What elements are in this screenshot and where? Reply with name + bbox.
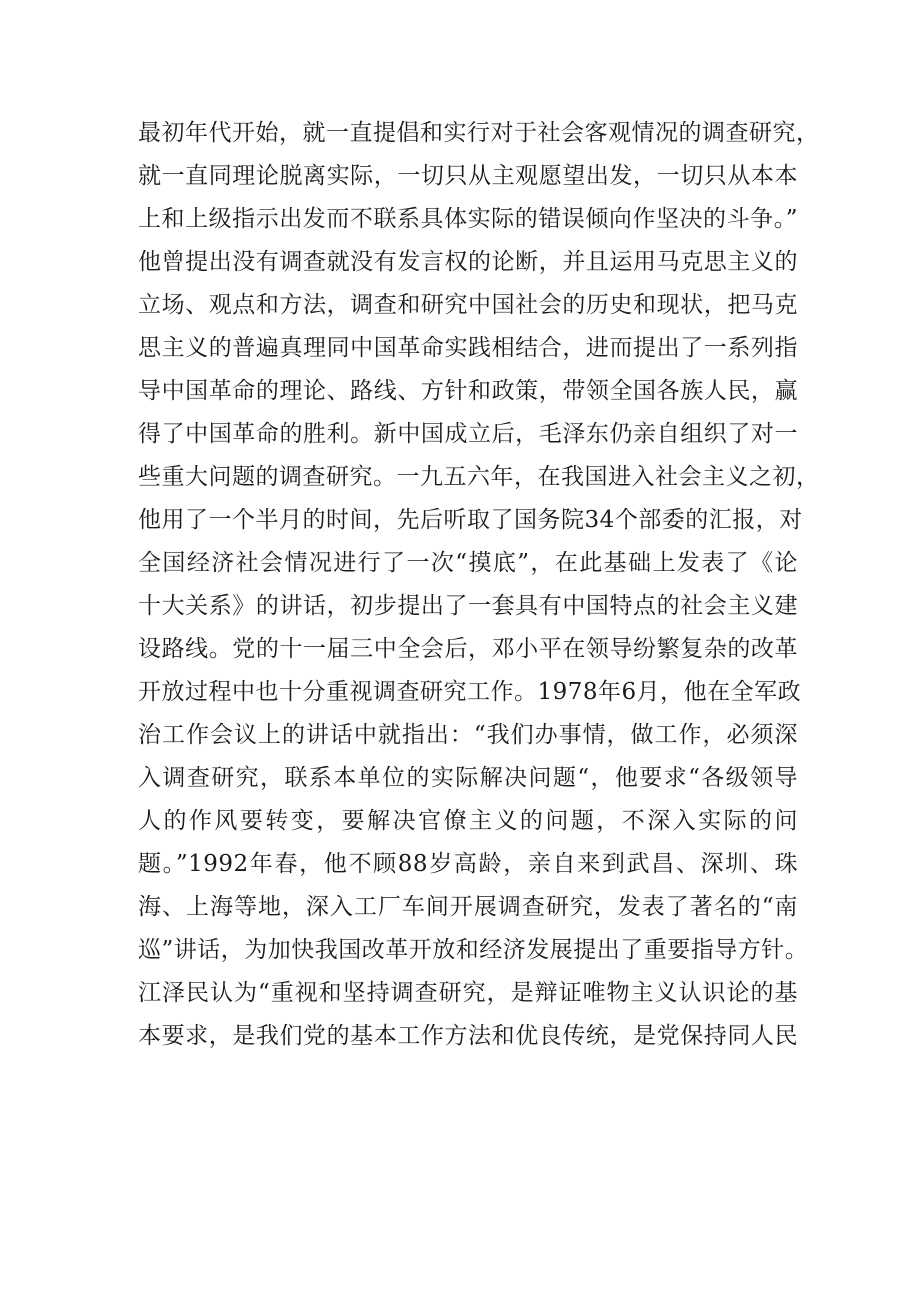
text-line: 巡”讲话，为加快我国改革开放和经济发展提出了重要指导方针。	[138, 937, 809, 963]
text-line: 得了中国革命的胜利。新中国成立后，毛泽东仍亲自组织了对一	[138, 421, 798, 447]
text-line: 上和上级指示出发而不联系具体实际的错误倾向作坚决的斗争。”	[138, 206, 798, 232]
text-line: 最初年代开始，就一直提倡和实行对于社会客观情况的调查研究，	[138, 120, 820, 146]
text-line: 思主义的普遍真理同中国革命实践相结合，进而提出了一系列指	[138, 335, 798, 361]
text-line: 他曾提出没有调查就没有发言权的论断，并且运用马克思主义的	[138, 249, 798, 275]
text-line: 江泽民认为“重视和坚持调查研究，是辩证唯物主义认识论的基	[138, 980, 798, 1006]
text-line: 就一直同理论脱离实际，一切只从主观愿望出发，一切只从本本	[138, 163, 798, 189]
text-line: 治工作会议上的讲话中就指出：“我们办事情，做工作，必须深	[138, 722, 798, 748]
text-line: 立场、观点和方法，调查和研究中国社会的历史和现状，把马克	[138, 292, 798, 318]
text-line: 些重大问题的调查研究。一九五六年，在我国进入社会主义之初，	[138, 464, 820, 490]
text-line: 他用了一个半月的时间，先后听取了国务院34个部委的汇报，对	[138, 507, 803, 533]
text-line: 导中国革命的理论、路线、方针和政策，带领全国各族人民，赢	[138, 378, 798, 404]
text-line: 海、上海等地，深入工厂车间开展调查研究，发表了著名的“南	[138, 894, 798, 920]
text-line: 题。”1992年春，他不顾88岁高龄，亲自来到武昌、深圳、珠	[138, 851, 798, 877]
body-text	[138, 112, 820, 1058]
text-line: 十大关系》的讲话，初步提出了一套具有中国特点的社会主义建	[138, 593, 798, 619]
text-line: 全国经济社会情况进行了一次“摸底”，在此基础上发表了《论	[138, 550, 798, 576]
text-line: 开放过程中也十分重视调查研究工作。1978年6月，他在全军政	[138, 679, 802, 705]
text-line: 人的作风要转变，要解决官僚主义的问题，不深入实际的问	[138, 808, 798, 834]
text-line: 设路线。党的十一届三中全会后，邓小平在领导纷繁复杂的改革	[138, 636, 798, 662]
text-line: 本要求，是我们党的基本工作方法和优良传统，是党保持同人民	[138, 1023, 798, 1049]
text-line: 入调查研究，联系本单位的实际解决问题“，他要求“各级领导	[138, 765, 798, 791]
